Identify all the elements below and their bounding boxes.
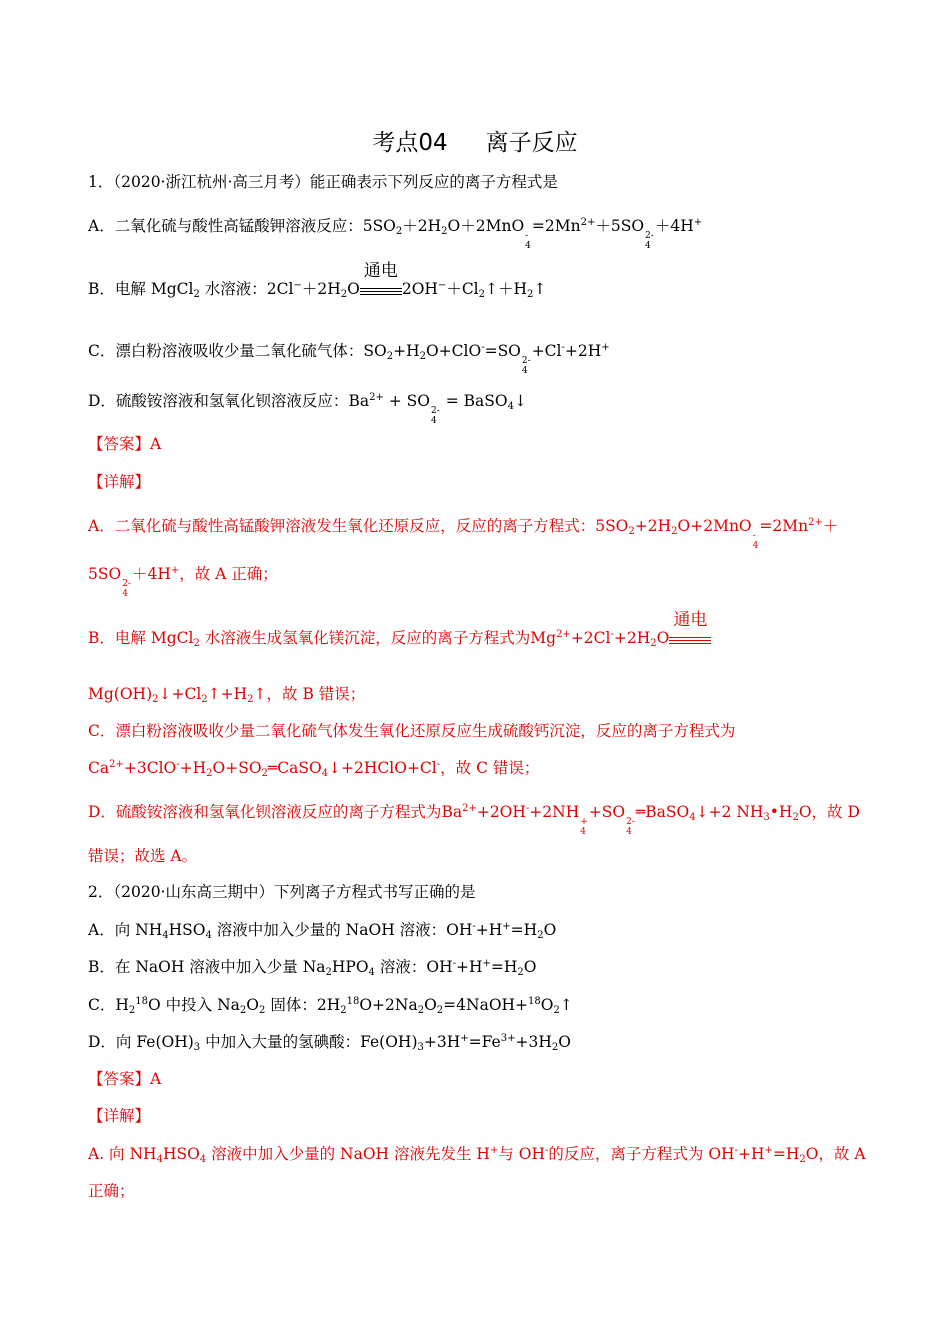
- q1-explanation-d: D．硫酸铵溶液和氢氧化钡溶液反应的离子方程式为$Ba^{2+}+2OH^-+2NH$ + 4 +SO 2- 4 ═BaSO$_4$↓+2 $NH_3•H_2O$，故 D: [88, 803, 860, 837]
- q1-option-c: C．漂白粉溶液吸收少量二氧化硫气体：$SO_2+H_2O+ClO^-=SO$ 2- 4 +Cl-+2H+: [88, 342, 610, 376]
- electrolysis-arrow: 通电: [360, 278, 402, 300]
- q2-explanation-a: A. 向 $NH_4HSO_4$ 溶液中加入少量的 NaOH 溶液先发生 H+与 OH-的反应，离子方程式为 $OH^-+H^+=H_2O$，故 A: [88, 1145, 866, 1165]
- q2-option-a: A．向 $NH_4HSO_4$ 溶液中加入少量的 NaOH 溶液：$OH^-+H^+=H_2O$: [88, 921, 557, 941]
- electrolysis-arrow-2: 通电: [669, 627, 711, 649]
- q2-option-d: D．向 $Fe(OH)_3$ 中加入大量的氢碘酸：$Fe(OH)_3+3H^+=Fe^{3+}+3H_2O$: [88, 1033, 571, 1053]
- q2-option-b: B．在 NaOH 溶液中加入少量 $Na_2HPO_4$ 溶液：$OH^-+H^+=H_2O$: [88, 958, 537, 978]
- q1-explanation-c: C．漂白粉溶液吸收少量二氧化硫气体发生氧化还原反应生成硫酸钙沉淀，反应的离子方程式为: [88, 722, 736, 740]
- q1-explanation-a-cont: 5SO 2- 4 ＋4H+，故 A 正确；: [88, 565, 278, 599]
- q1-option-d: D．硫酸铵溶液和氢氧化钡溶液反应：$Ba^{2+}$ + SO 2- 4 = BaSO$_4$↓: [88, 392, 527, 426]
- q1-explanation-d-cont: 错误；故选 A。: [88, 847, 198, 865]
- q1-stem: 1．（2020·浙江杭州·高三月考）能正确表示下列反应的离子方程式是: [88, 173, 558, 191]
- q1-explanation-a: A．二氧化硫与酸性高锰酸钾溶液发生氧化还原反应，反应的离子方程式：$5SO_2+2H_2O+2MnO$ - 4 $=2Mn^{2+}+$: [88, 517, 839, 551]
- q1-detail-heading: 【详解】: [88, 473, 151, 491]
- q1-option-a: A．二氧化硫与酸性高锰酸钾溶液反应：$5SO_2+2H_2O+2MnO$ - 4 $=2Mn^{2+}+5SO$ 2- 4 ＋4H+: [88, 217, 703, 251]
- title-code: 考点04: [372, 130, 448, 156]
- q1-explanation-b: B．电解 MgCl$_2$ 水溶液生成氢氧化镁沉淀，反应的离子方程式为$Mg^{2+}+2Cl^-+2H_2O$ 通电: [88, 627, 711, 649]
- q2-option-c: C．$H_2^{18}O$ 中投入 $Na_2O_2$ 固体：$2H_2^{18}O+2Na_2O_2=4NaOH+^{18}O_2↑$: [88, 996, 573, 1016]
- q2-explanation-a-cont: 正确；: [88, 1182, 135, 1200]
- page-title: [0, 124, 950, 157]
- title-name: 离子反应: [485, 130, 578, 156]
- q1-explanation-c-cont: $Ca^{2+}+3ClO^-+H_2O+SO_2═CaSO_4↓+2HClO+Cl^-$，故 C 错误；: [88, 759, 540, 779]
- q2-stem: 2．（2020·山东高三期中）下列离子方程式书写正确的是: [88, 883, 476, 901]
- q1-explanation-b-cont: $Mg(OH)_2↓+Cl_2↑+H_2↑$，故 B 错误；: [88, 685, 366, 705]
- q2-detail-heading: 【详解】: [88, 1107, 151, 1125]
- q2-answer: 【答案】A: [88, 1070, 162, 1088]
- q1-option-b: B．电解 MgCl$_2$ 水溶液：$2Cl^-+2H_2O$ 通电 $2OH^-+Cl_2↑+H_2↑$: [88, 261, 547, 300]
- q1-answer: 【答案】A: [88, 435, 162, 453]
